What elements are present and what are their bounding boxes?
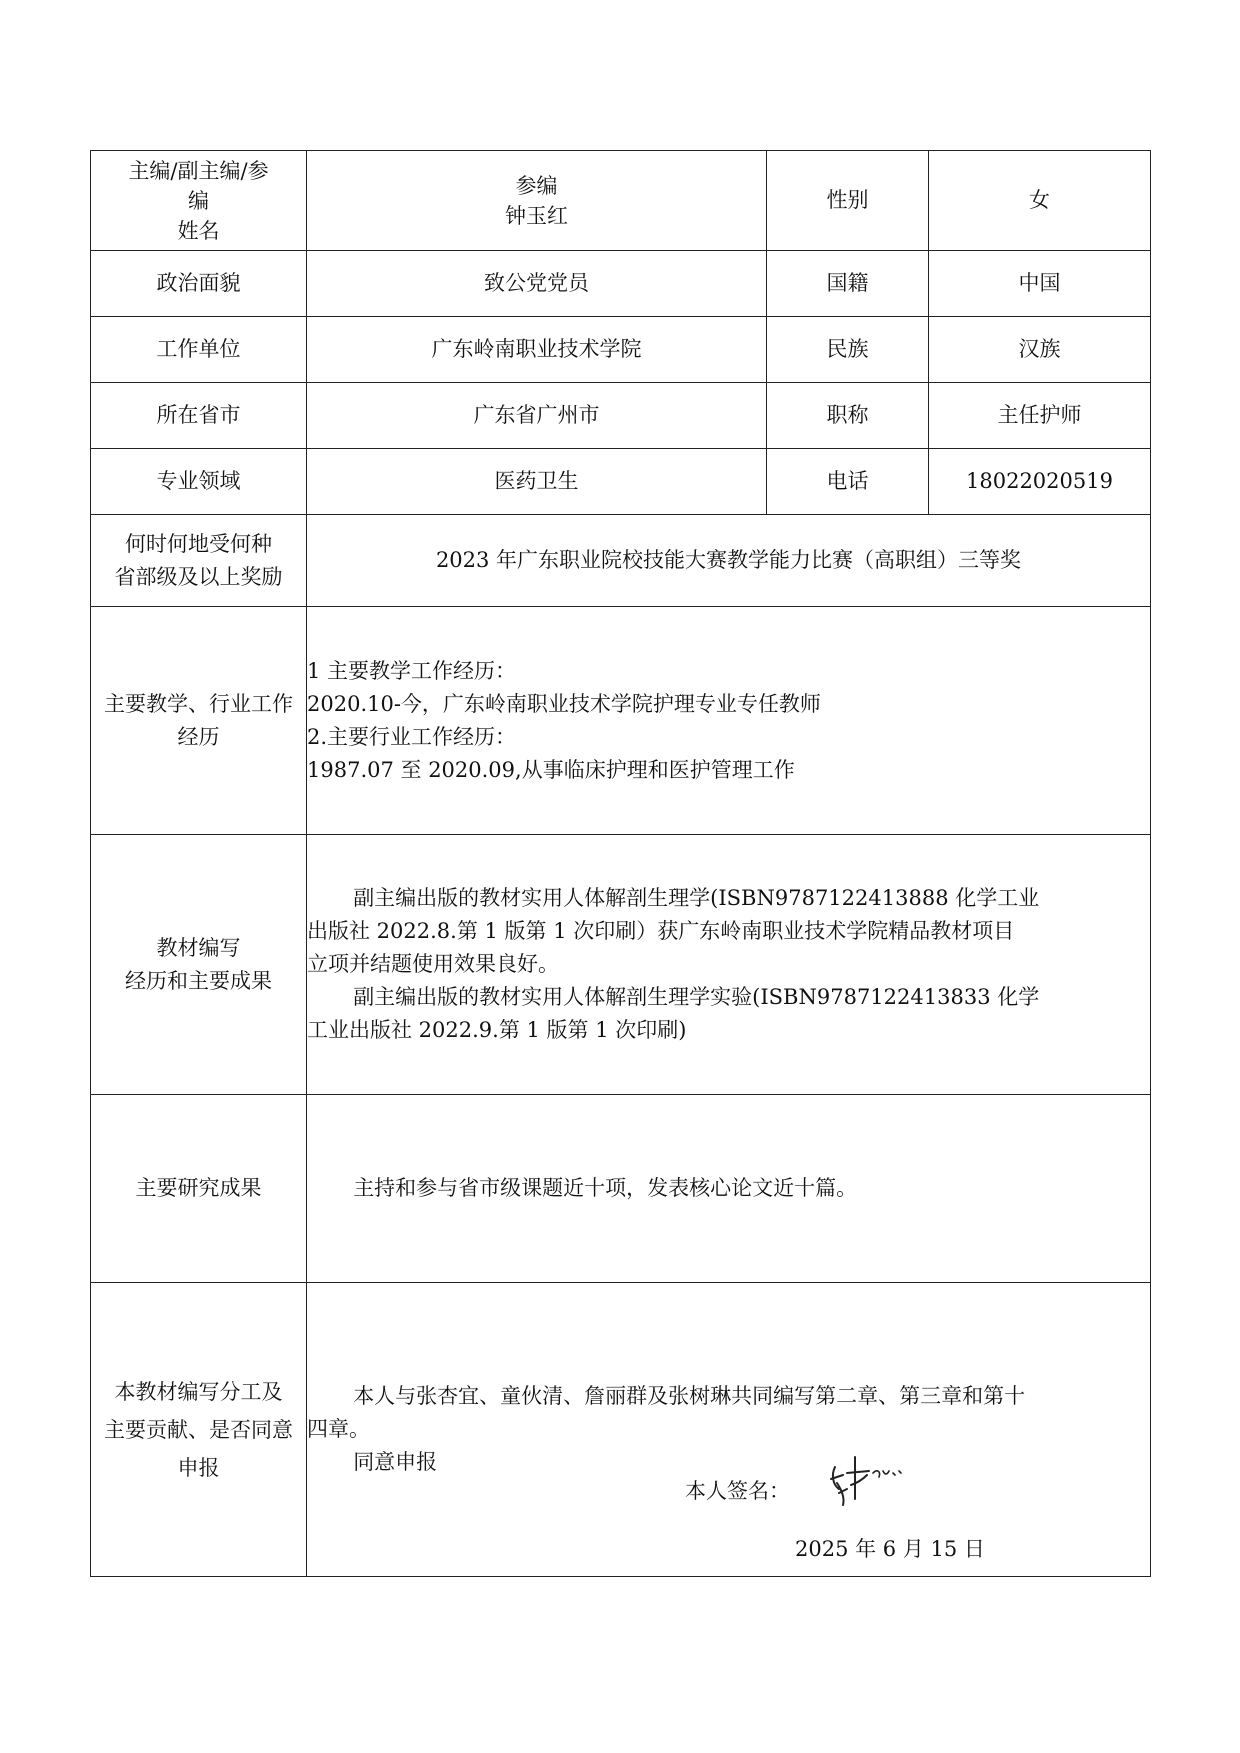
row-research	[91, 1095, 1151, 1283]
label-line: 姓名	[177, 218, 220, 243]
row-awards	[91, 515, 1151, 607]
label-line: 何时何地受何种	[125, 531, 272, 556]
label-awards	[91, 515, 307, 607]
label-work-unit: 工作单位	[91, 317, 307, 383]
label-line: 主编/副主编/参	[128, 158, 269, 183]
label-line: 经历	[177, 724, 220, 749]
value-title: 主任护师	[929, 383, 1151, 449]
row-name	[91, 151, 1151, 251]
experience-line: 2.主要行业工作经历：	[307, 724, 517, 749]
research-text: 主持和参与省市级课题近十项，发表核心论文近十篇。	[353, 1176, 858, 1200]
value-gender: 女	[929, 151, 1151, 251]
label-line: 省部级及以上奖励	[114, 564, 283, 589]
label-experience	[91, 607, 307, 835]
signature-date: 2025 年 6 月 15 日	[795, 1537, 985, 1561]
value-awards: 2023 年广东职业院校技能大赛教学能力比赛（高职组）三等奖	[307, 515, 1151, 607]
division-line: 本人与张杏宜、童伙清、詹丽群及张树琳共同编写第二章、第三章和第十	[353, 1384, 1026, 1408]
label-line: 主要贡献、是否同意	[104, 1417, 293, 1442]
label-title: 职称	[767, 383, 929, 449]
label-line: 经历和主要成果	[125, 968, 272, 993]
value-textbooks	[307, 835, 1151, 1095]
label-ethnicity: 民族	[767, 317, 929, 383]
label-division	[91, 1283, 307, 1577]
row-division	[91, 1283, 1151, 1577]
value-name: 钟玉红	[505, 203, 568, 228]
value-work-unit: 广东岭南职业技术学院	[307, 317, 767, 383]
agree-text: 同意申报	[353, 1450, 438, 1474]
textbook-line: 立项并结题使用效果良好。	[307, 952, 559, 976]
label-province-city: 所在省市	[91, 383, 307, 449]
handwritten-signature	[825, 1449, 915, 1509]
label-line: 申报	[177, 1455, 220, 1480]
value-experience	[307, 607, 1151, 835]
application-form-table	[90, 150, 1151, 1577]
label-nationality: 国籍	[767, 251, 929, 317]
experience-line: 2020.10-今，广东岭南职业技术学院护理专业专任教师	[307, 691, 821, 716]
label-phone: 电话	[767, 449, 929, 515]
value-role: 参编	[515, 173, 558, 198]
value-division	[307, 1283, 1151, 1577]
signature-label: 本人签名：	[685, 1479, 790, 1503]
label-political-status: 政治面貌	[91, 251, 307, 317]
value-research	[307, 1095, 1151, 1283]
value-professional-field: 医药卫生	[307, 449, 767, 515]
value-province-city: 广东省广州市	[307, 383, 767, 449]
label-professional-field: 专业领域	[91, 449, 307, 515]
label-line: 本教材编写分工及	[114, 1379, 283, 1404]
textbook-line: 副主编出版的教材实用人体解剖生理学实验(ISBN9787122413833 化学	[353, 985, 1040, 1009]
label-research: 主要研究成果	[91, 1095, 307, 1283]
textbook-line: 出版社 2022.8.第 1 版第 1 次印刷）获广东岭南职业技术学院精品教材项目	[307, 919, 1015, 943]
label-editor-role-name	[91, 151, 307, 251]
row-work-unit	[91, 317, 1151, 383]
row-politics	[91, 251, 1151, 317]
value-nationality: 中国	[929, 251, 1151, 317]
experience-line: 1987.07 至 2020.09,从事临床护理和医护管理工作	[307, 757, 795, 782]
row-experience	[91, 607, 1151, 835]
label-textbooks	[91, 835, 307, 1095]
division-line: 四章。	[307, 1417, 370, 1441]
label-line: 编	[188, 188, 209, 213]
row-textbooks	[91, 835, 1151, 1095]
value-ethnicity: 汉族	[929, 317, 1151, 383]
textbook-line: 工业出版社 2022.9.第 1 版第 1 次印刷)	[307, 1018, 687, 1042]
label-gender: 性别	[767, 151, 929, 251]
value-editor-role-name	[307, 151, 767, 251]
row-field	[91, 449, 1151, 515]
textbook-line: 副主编出版的教材实用人体解剖生理学(ISBN9787122413888 化学工业	[353, 886, 1040, 910]
label-line: 主要教学、行业工作	[104, 691, 293, 716]
value-phone: 18022020519	[929, 449, 1151, 515]
value-political-status: 致公党党员	[307, 251, 767, 317]
experience-line: 1 主要教学工作经历：	[307, 658, 517, 683]
label-line: 教材编写	[156, 935, 241, 960]
row-city	[91, 383, 1151, 449]
